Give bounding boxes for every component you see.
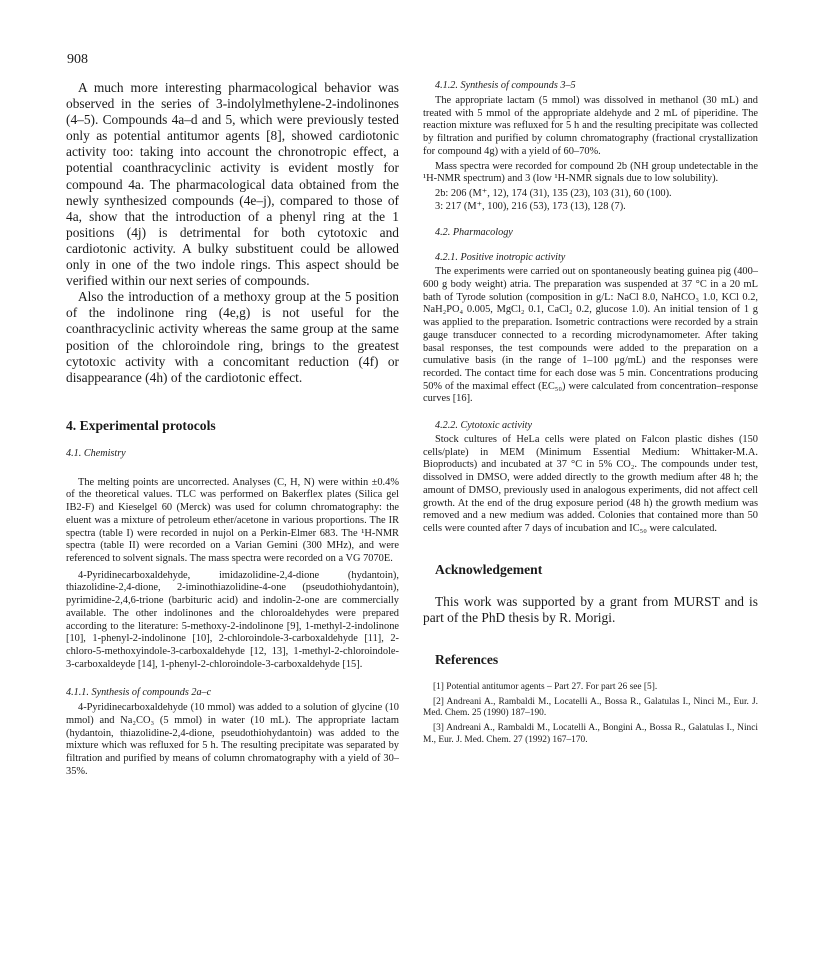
mass-spectrum-2b: 2b: 206 (M⁺, 12), 174 (31), 135 (23), 103 (31), 60 (100).	[435, 187, 672, 199]
mass-spectrum-3: 3: 217 (M⁺, 100), 216 (53), 173 (13), 128 (7).	[435, 200, 626, 212]
reference-item: [3] Andreani A., Rambaldi M., Locatelli A., Bongini A., Bossa R., Galatulas I., Ninci M., Eur. J. Med. Chem. 27 (1992) 167–170.	[423, 722, 758, 745]
subsection-chemistry: 4.1. Chemistry	[66, 447, 126, 459]
subsection-cytotoxic: 4.2.2. Cytotoxic activity	[435, 420, 533, 432]
intro-paragraph-2: Also the introduction of a methoxy group at the 5 position of the indolinone ring (4e,g) is not useful for the coanthracyclinic activity whereas the same group at the same position of the chloroindole ring, brings to the greatest cytotoxic activity with a concomitant reduction (4f) or disappearance (4h) of the cardiotonic effect.	[66, 289, 399, 385]
subsection-inotropic: 4.2.1. Positive inotropic activity	[435, 252, 566, 264]
references-list	[423, 682, 758, 747]
synthesis-3-paragraph-1: The appropriate lactam (5 mmol) was dissolved in methanol (30 mL) and treated with 5 mmol of the appropriate aldehyde and 2 mL of piperidine. The reaction mixture was refluxed for 5 h and the resulting precipitate was collected by filtration and purified by column chromatography (fractional crystallization for compound 4g) with a yield of 60–70%.	[423, 95, 758, 157]
acknowledgement-title: Acknowledgement	[435, 561, 543, 577]
chemistry-paragraph-1: The melting points are uncorrected. Analyses (C, H, N) were within ±0.4% of the theoretical values. TLC was performed on Bakerflex plates (Silica gel IB2-F) and Kieselgel 60 (Merck) was used for column chromatography: the eluent was a mixture of petroleum ether/acetone in various proportions. The IR spectra (table I) were recorded in nujol on a Perkin-Elmer 683. The ¹H-NMR spectra (table II) were recorded on a Varian Gemini (300 MHz), and were referenced to solvent signals. The mass spectra were recorded on a VG 7070E.	[66, 476, 399, 564]
intro-paragraph-1: A much more interesting pharmacological behavior was observed in the series of 3-indolylmethylene-2-indolinones (4–5). Compounds 4a–d and 5, which were previously tested only as potential antitumor agents [8], showed cardiotonic activity too: taking into account the chronotropic effect, a potential coanthracyclinic activity is evident mostly for compound 4a. The pharmacological data obtained from the newly synthesized compounds (4e–j), compared to those of 4a, show that the introduction of a phenyl ring at the 1 positions (4j) is detrimental for both cytotoxic and cardiotonic activity. A bulky substituent could be allowed only in one of the two indole rings. This aspect should be verified within our next series of compounds.	[66, 80, 399, 289]
cytotoxic-paragraph: Stock cultures of HeLa cells were plated on Falcon plastic dishes (150 cells/plate) in MEM (Minimum Essential Medium: Whittaker-M.A. Bioproducts) and incubated at 37 °C in 5% CO₂. The compounds under test, dissolved in DMSO, were added directly to the growth medium after 48 h; the amount of DMSO, previously used in analogous experiments, did not affect cell growth. At the end of the drug exposure period (48 h) the growth medium was removed and a new medium was added. Colonies that contained more than 50 cells were counted after 7 days of incubation and IC₅₀ were calculated.	[423, 434, 758, 534]
right-column	[423, 80, 758, 746]
subsection-pharmacology: 4.2. Pharmacology	[435, 227, 513, 239]
section-title-experimental: 4. Experimental protocols	[66, 417, 216, 433]
subsection-synthesis-3-5: 4.1.2. Synthesis of compounds 3–5	[435, 80, 576, 91]
inotropic-paragraph: The experiments were carried out on spontaneously beating guinea pig (400–600 g body weight) atria. The preparation was suspended at 37 °C in a 20 mL bath of Tyrode solution (composition in g/L: NaCl 8.0, NaHCO₃ 1.0, KCl 0.2, NaH₂PO₄ 0.005, MgCl₂ 0.1, CaCl₂ 0.2, glucose 1.0). An initial tension of 1 g was applied to the preparation. Isometric contractions were recorded by a strain gauge transducer connected to a recording microdynamometer. After taking basal responses, the test compounds were added to the preparation on a cumulative basis (in the range of 1–100 μg/mL) and the responses were recorded. The contact time for each dose was 5 min. Concentrations producing 50% of the maximal effect (EC₅₀) were calculated from concentration–response curves [16].	[423, 266, 758, 405]
synthesis-3-paragraph-2: Mass spectra were recorded for compound 2b (NH group undetectable in the ¹H-NMR spectrum) and 3 (low ¹H-NMR signals due to low solubility).	[423, 160, 758, 185]
acknowledgement-text: This work was supported by a grant from MURST and is part of the PhD thesis by R. Morigi.	[423, 593, 758, 625]
page-number: 908	[67, 52, 88, 67]
synthesis-2-paragraph: 4-Pyridinecarboxaldehyde (10 mmol) was added to a solution of glycine (10 mmol) and Na₂CO₃ (5 mmol) in water (10 mL). The appropriate lactam (hydantoin, thiazolidine-2,4-dione, pseudothiohydantoin) was added to the mixture which was refluxed for 5 h. The resulting precipitate was separated by filtration and purified by means of column chromatography with a yield of 30–35%.	[66, 702, 399, 777]
left-column	[66, 80, 399, 779]
chemistry-paragraph-2: 4-Pyridinecarboxaldehyde, imidazolidine-2,4-dione (hydantoin), thiazolidine-2,4-dione, 2-iminothiazolidine-4-one (pseudothiohydantoin), pyrimidine-2,4,6-trione (barbituric acid) and indolin-2-one are commercially available. The other indolinones and the chloroaldehydes were prepared according to the literature: 5-methoxy-2-indolinone [9], 1-methyl-2-indolinone [10], 1-phenyl-2-indolinone [10], 2-chloroindole-3-carboxaldehyde [11], 2-chloro-5-methoxyindole-3-carboxaldehyde [12, 13], 1-methyl-2-chloroindole-3-carboxaldeyde [14], 1-phenyl-2-chloroindole-3-carboxaldehyde [15].	[66, 569, 399, 670]
subsection-synthesis-2: 4.1.1. Synthesis of compounds 2a–c	[66, 687, 212, 699]
reference-item: [1] Potential antitumor agents – Part 27. For part 26 see [5].	[433, 681, 658, 692]
reference-item: [2] Andreani A., Rambaldi M., Locatelli A., Bossa R., Galatulas I., Ninci M., Eur. J. Med. Chem. 25 (1990) 187–190.	[423, 696, 758, 719]
references-title: References	[435, 651, 499, 667]
